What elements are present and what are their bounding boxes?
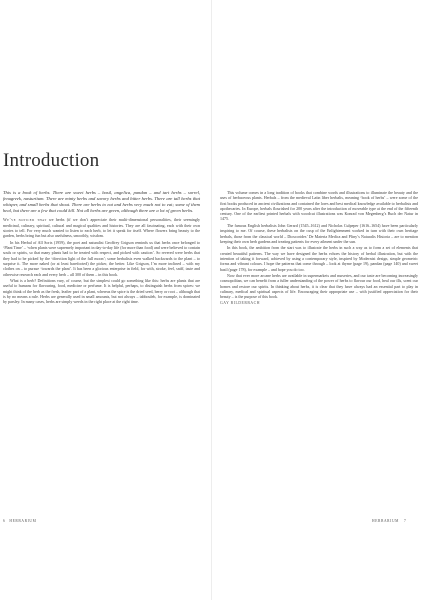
left-paragraph-3: What is a herb? Definitions vary, of course, but the simplest could go something like this: herbs are plants that are useful to humans for flavouring, food, medicine or perfume. It is helpful, perhaps, to distinguish herbs from spices: we might think of the herb as the fresh, leafier part of a plant, whereas the spice is the dried seed, berry or root – although that is by no means a rule. Herbs are generally used in small amounts, but not always – tabbouleh, for example, is dominated by parsley. In many cases, herbs are simply weeds in the right place at the right time. <box>3 278 200 305</box>
intro-lead-paragraph: This is a book of herbs. There are sweet herbs – basil, angelica, pandan – and tart herbs – sorrel, fenugreek, nasturtium. There are minty herbs and savory herbs and bitter herbs. There are tall herbs that whisper, and small herbs that shout. There are herbs to eat and herbs very much not to eat; some of them heal, but there are a few that could kill. Not all herbs are green, although there are a lot of green herbs. <box>3 190 200 214</box>
right-paragraph-3: In this book, the ambition from the start was to illustrate the herbs in such a way as to form a set of elements that created beautiful patterns. The way we have designed the herbs echoes the history of herbal illustration, but with the intention of taking it forward, achieved by using a contemporary style, inspired by Modernist design, simple geometric forms and vibrant colours. I hope the patterns that come through – look at thyme (page 19), pandan (page 140) and sweet basil (page 178), for example – and hope you do too. <box>220 245 418 272</box>
chapter-title: Introduction <box>3 150 100 171</box>
left-paragraph-1 <box>3 217 200 238</box>
right-folio <box>372 519 406 523</box>
left-paragraph-1-text: we herbs (if we don’t appreciate their multi-dimensional personalities, their seemingly medicinal, culinary, spiritual, cultural and magical qualities and histories. They are all fascinating, each with their own stories to tell. For very much wanted to listen to each herb, to let it speak for itself. Where flowers bring beauty to the garden, herbs bring fun but also usefulness, smoothly, wisdom. <box>3 217 200 239</box>
left-paragraph-2: In his Herbal of All Sorts (1959), the poet and naturalist Geoffrey Grigson reminds us that herbs once belonged to ‘Plant Time’ – ‘when plants were supremely important in day-to-day life (for more than food) and were believed to contain souls or spirits, so that many plants had to be treated with respect, and picked with caution’. So revered were herbs that they had to be picked by the ‘direction light of the full moon’; some herbalists even walked backwards to the plant – to surprise it. The more naked (or at least barefooted) the picker, the better. Like Grigson, I’m more inclined – with my clothes on – to pursue ‘towards the plant’. It has been a glorious enterprise in field, for with, stroke, feel, sniff, taste and otherwise research each and every herb – all 300 of them – in this book. <box>3 239 200 277</box>
right-paragraph-1: This volume comes in a long tradition of books that combine words and illustrations to illuminate the beauty and the uses of herbaceous plants. Herbals – from the medieval Latin liber herbalis, meaning ‘book of herbs’ – were some of the first books produced in ancient civilizations and contained the lores and best medical knowledge available to herbalists and apothecaries. In Europe, herbals flourished for 200 years after the introduction of moveable type at the end of the fifteenth century. One of the earliest printed herbals with woodcut illustrations was Konrad von Megenberg’s Buch der Natur in 1475. <box>220 190 418 222</box>
running-head: HERBARIUM <box>372 519 399 523</box>
left-folio <box>3 519 36 523</box>
author-signature: GAY BILDERBACH <box>220 300 260 305</box>
page-number: 7 <box>403 519 407 523</box>
right-paragraph-2: The famous English herbalists John Gerard (1545–1612) and Nicholas Culpeper (1616–1654) have been particularly inspiring to me. Of course, these herbalists on the cusp of the Enlightenment worked in turn with their own heritage herbals, those from the classical world – Dioscorides’ De Materia Medica and Pliny’s Naturalis Historia – are to mention keeping their own herb gardens and treating patients for every ailment under the sun. <box>220 222 418 244</box>
running-head: HERBARIUM <box>9 519 37 523</box>
left-column <box>3 190 200 306</box>
right-paragraph-4: Now that ever more arcane herbs are available in supermarkets and nurseries, and our taste are becoming increasingly cosmopolitan, we can benefit from a fuller understanding of the power of herbs to flavour our food, heal our ills, scent our homes and restore our spirits. In thinking about herbs, it is clear that they have always had an essential part to play in culinary, medical and spiritual aspects of life. Encouraging their appropriate use – with justified appreciation for their beauty – is the purpose of this book. <box>220 273 418 300</box>
page-number: 6 <box>3 519 6 523</box>
small-caps-opening: We’ve noticed that <box>3 217 47 223</box>
right-column <box>220 190 418 306</box>
page-fold <box>211 0 212 600</box>
